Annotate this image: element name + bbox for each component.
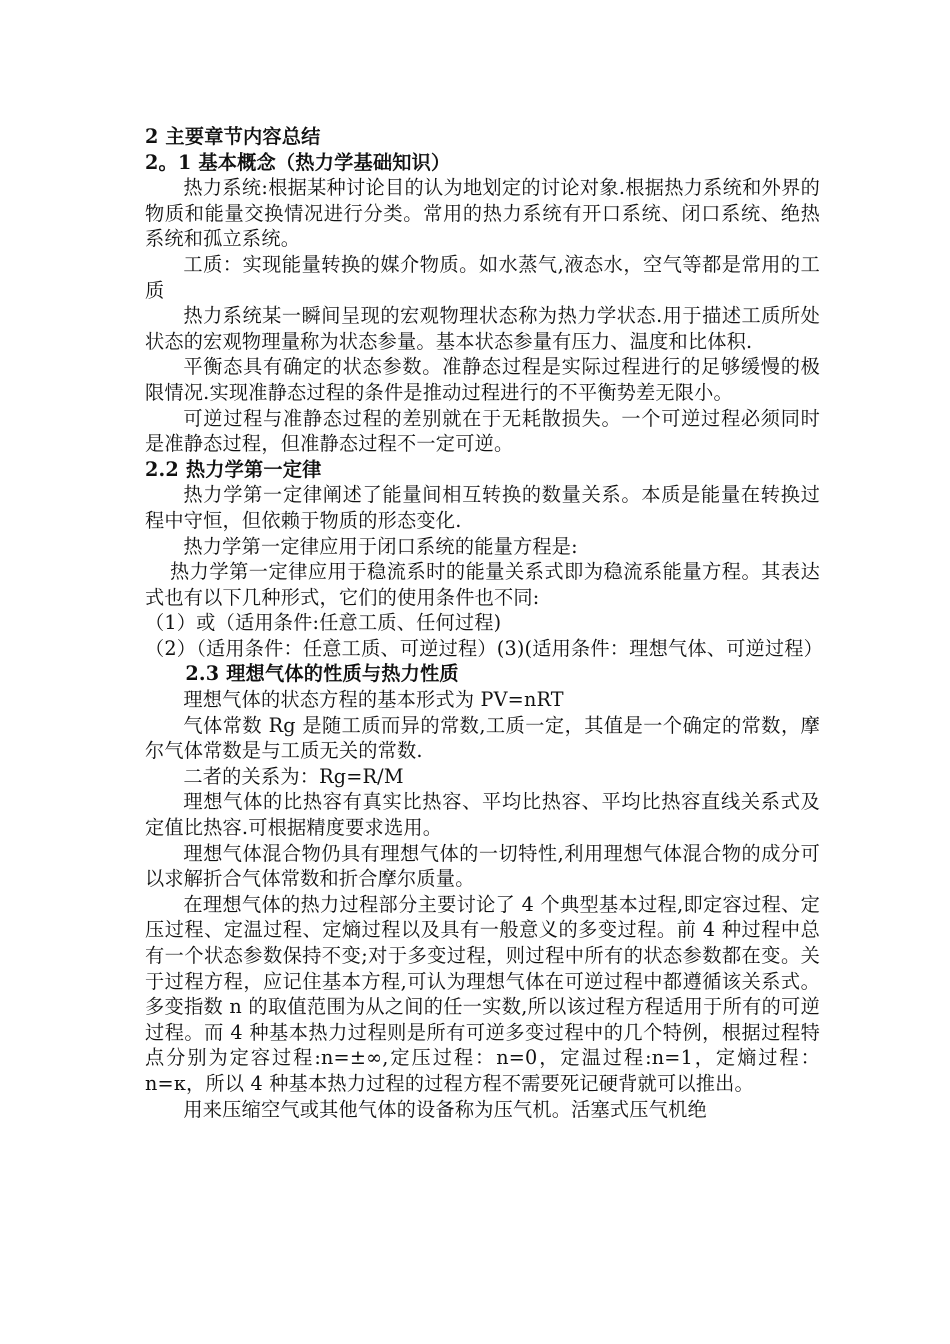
paragraph: 理想气体的比热容有真实比热容、平均比热容、平均比热容直线关系式及定值比热容.可根据精度要求选用。: [145, 790, 820, 840]
paragraph: 理想气体混合物仍具有理想气体的一切特性,利用理想气体混合物的成分可以求解折合气体常数和折合摩尔质量。: [145, 841, 820, 891]
main-heading: 2 主要章节内容总结: [145, 125, 321, 148]
paragraph: 用来压缩空气或其他气体的设备称为压气机。活塞式压气机绝: [183, 1097, 707, 1121]
section-heading-2-2: 2.2 热力学第一定律: [145, 457, 322, 481]
condition-line: （2）（适用条件：任意工质、可逆过程）(3)(适用条件：理想气体、可逆过程）: [145, 636, 824, 660]
paragraph: 热力学第一定律应用于闭口系统的能量方程是:: [183, 534, 578, 558]
paragraph: 理想气体的状态方程的基本形式为 PV=nRT: [183, 688, 564, 712]
paragraph: 二者的关系为：Rg=R/M: [183, 764, 404, 788]
paragraph: 热力学第一定律应用于稳流系时的能量关系式即为稳流系能量方程。其表达式也有以下几种形式，它们的使用条件也不同:: [145, 560, 820, 609]
section-heading-2-3: 2.3 理想气体的性质与热力性质: [185, 662, 459, 686]
paragraph: 可逆过程与准静态过程的差别就在于无耗散损失。一个可逆过程必须同时是准静态过程，但准静态过程不一定可逆。: [145, 406, 820, 456]
section-heading-2-1: 2。1 基本概念（热力学基础知识）: [145, 150, 451, 174]
paragraph: 气体常数 Rg 是随工质而异的常数,工质一定，其值是一个确定的常数，摩尔气体常数是与工质无关的常数.: [145, 713, 820, 763]
paragraph: 工质：实现能量转换的媒介物质。如水蒸气,液态水，空气等都是常用的工质: [145, 252, 820, 302]
condition-line: （1）或（适用条件:任意工质、任何过程): [145, 611, 502, 635]
paragraph: 热力系统:根据某种讨论目的认为地划定的讨论对象.根据热力系统和外界的物质和能量交换情况进行分类。常用的热力系统有开口系统、闭口系统、绝热系统和孤立系统。: [145, 176, 820, 251]
document-body: [145, 124, 824, 1122]
paragraph: 平衡态具有确定的状态参数。准静态过程是实际过程进行的足够缓慢的极限情况.实现准静态过程的条件是推动过程进行的不平衡势差无限小。: [145, 355, 820, 404]
paragraph: 热力学第一定律阐述了能量间相互转换的数量关系。本质是能量在转换过程中守恒，但依赖于物质的形态变化.: [145, 483, 820, 532]
paragraph: 在理想气体的热力过程部分主要讨论了 4 个典型基本过程,即定容过程、定压过程、定温过程、定熵过程以及具有一般意义的多变过程。前 4 种过程中总有一个状态参数保持不变;对于多变过程，则过程中所有的状态参数都在变。关于过程方程，应记住基本方程,可认为理想气体在可逆过程中都遵循该关系式。多变指数 n 的取值范围为从之间的任一实数,所以该过程方程适用于所有的可逆过程。而 4 种基本热力过程则是所有可逆多变过程中的几个特例，根据过程特点分别为定容过程:n=±∞,定压过程：n=0，定温过程:n=1，定熵过程：n=κ，所以 4 种基本热力过程的过程方程不需要死记硬背就可以推出。: [145, 892, 820, 1095]
paragraph: 热力系统某一瞬间呈现的宏观物理状态称为热力学状态.用于描述工质所处状态的宏观物理量称为状态参量。基本状态参量有压力、温度和比体积.: [145, 304, 820, 353]
